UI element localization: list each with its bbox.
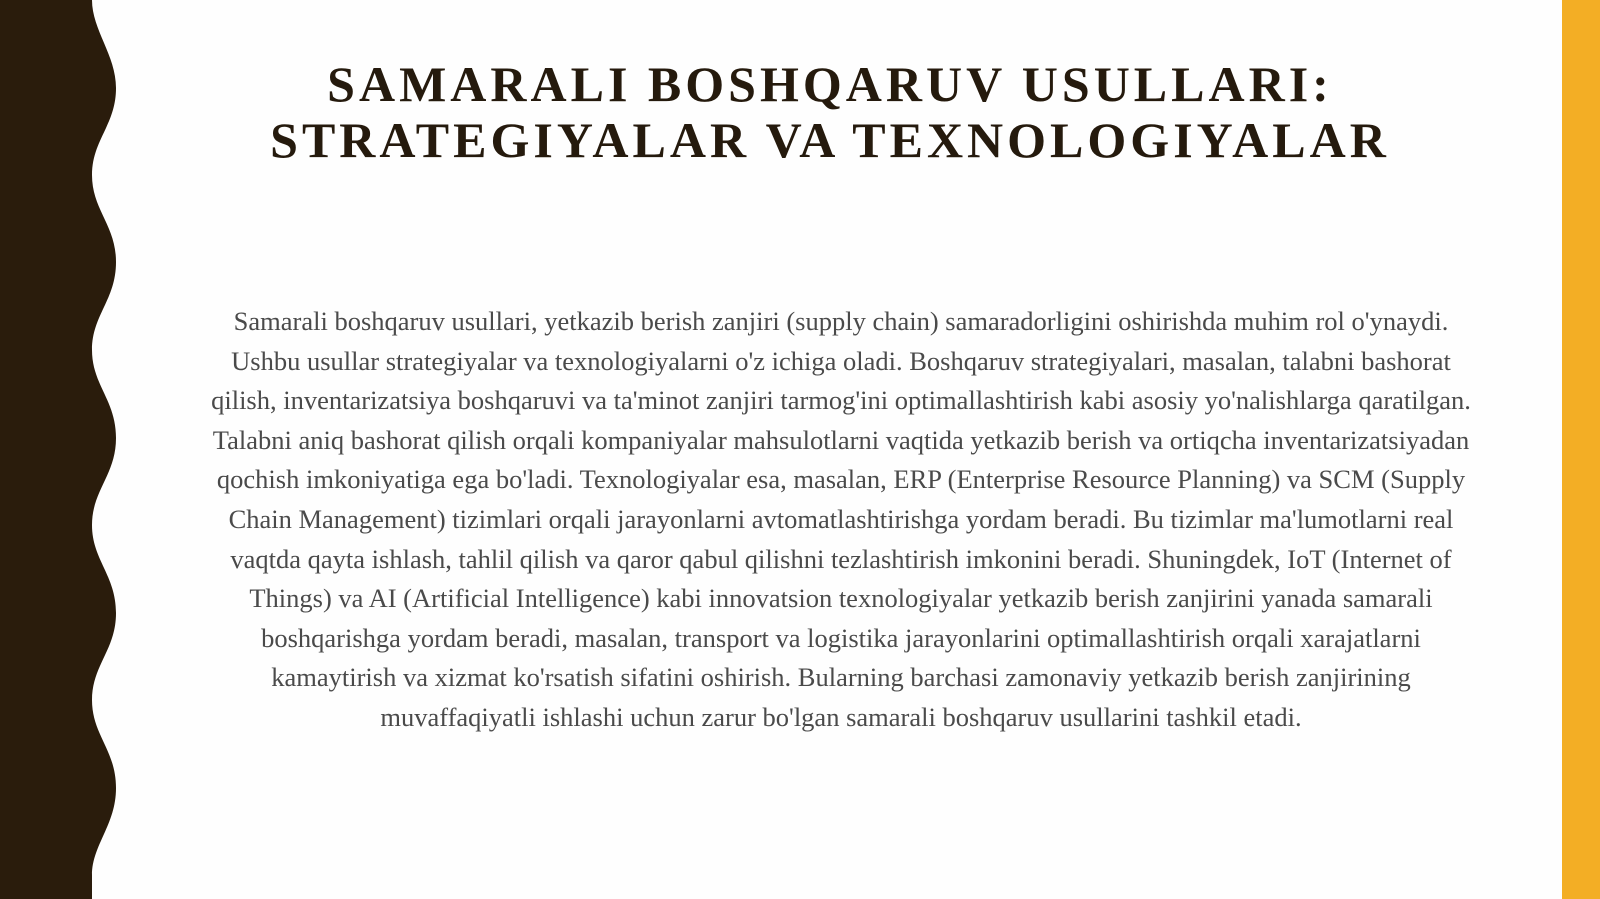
slide-title-line-1: SAMARALI BOSHQARUV USULLARI:	[327, 56, 1333, 112]
right-accent-bar	[1562, 0, 1600, 899]
slide-body-text: Samarali boshqaruv usullari, yetkazib berish zanjiri (supply chain) samaradorligini oshirishda muhim rol o'ynaydi. Ushbu usullar strategiyalar va texnologiyalarni o'z ichiga oladi. Boshqaruv strategiyalari, masalan, talabni bashorat qilish, inventarizatsiya boshqaruvi va ta'minot zanjiri tarmog'ini optimallashtirish kabi asosiy yo'nalishlarga qaratilgan. Talabni aniq bashorat qilish orqali kompaniyalar mahsulotlarni vaqtida yetkazib berish va ortiqcha inventarizatsiyadan qochish imkoniyatiga ega bo'ladi. Texnologiyalar esa, masalan, ERP (Enterprise Resource Planning) va SCM (Supply Chain Management) tizimlari orqali jarayonlarni avtomatlashtirishga yordam beradi. Bu tizimlar ma'lumotlarni real vaqtda qayta ishlash, tahlil qilish va qaror qabul qilishni tezlashtirish imkonini beradi. Shuningdek, IoT (Internet of Things) va AI (Artificial Intelligence) kabi innovatsion texnologiyalar yetkazib berish zanjirini yanada samarali boshqarishga yordam beradi, masalan, transport va logistika jarayonlarini optimallashtirish orqali xarajatlarni kamaytirish va xizmat ko'rsatish sifatini oshirish. Bularning barchasi zamonaviy yetkazib berish zanjirining muvaffaqiyatli ishlashi uchun zarur bo'lgan samarali boshqaruv usullarini tashkil etadi.	[211, 306, 1471, 732]
slide-title-line-2: STRATEGIYALAR VA TEXNOLOGIYALAR	[270, 112, 1390, 168]
slide-title	[150, 56, 1510, 168]
left-wave-band	[0, 0, 130, 899]
